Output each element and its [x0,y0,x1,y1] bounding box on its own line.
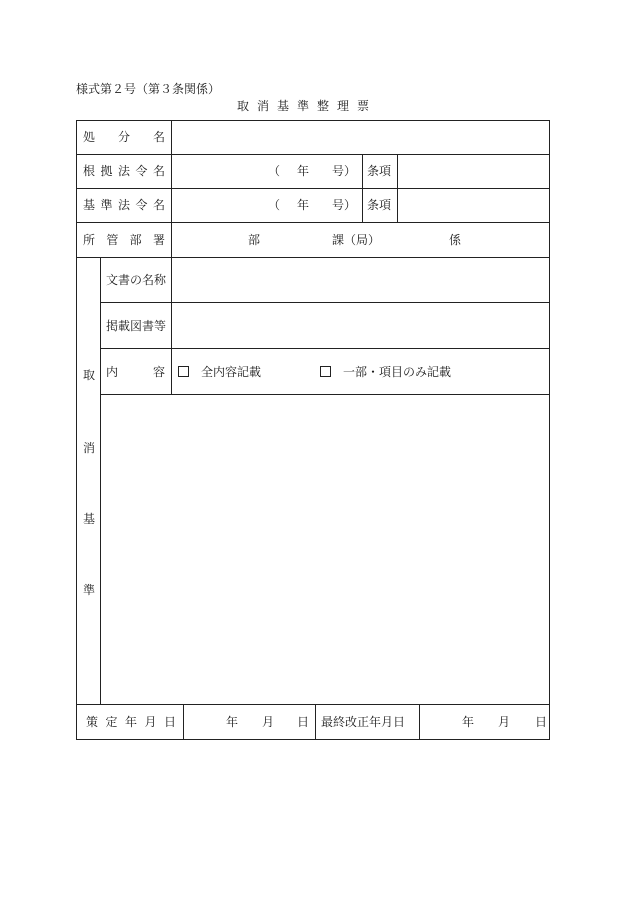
basis-law-year-unit: 年 [297,164,310,178]
criteria-vertical-label-char: 消 [83,441,96,455]
option-partial-content[interactable]: 一部・項目のみ記載 [320,365,451,379]
publication-label: 掲載図書等 [106,319,167,333]
form-number-label: 様式第２号（第３条関係） [76,82,221,96]
established-month-unit: 月 [262,715,275,729]
standard-law-label: 基 準 法 令 名 [83,198,165,212]
full-content-checkbox[interactable] [178,366,189,377]
option-full-content[interactable]: 全内容記載 [178,365,261,379]
criteria-vertical-label-char: 取 [83,368,96,382]
basis-law-label: 根 拠 法 令 名 [83,164,165,178]
basis-law-article-label: 条項 [367,164,392,178]
row-divider [76,222,550,223]
criteria-vertical-label-char: 基 [83,512,96,526]
established-day-unit: 日 [297,715,310,729]
department-kakari-unit: 係 [449,233,462,247]
form-title: 取消基準整理票 [237,99,378,113]
column-divider [362,154,363,222]
standard-law-article-field[interactable] [398,189,549,222]
column-divider [183,704,184,740]
revised-date-label: 最終改正年月日 [321,715,406,729]
criteria-vertical-label-char: 準 [83,583,96,597]
revised-month-unit: 月 [498,715,511,729]
criteria-body-field[interactable] [101,395,549,703]
row-divider [76,704,550,705]
document-name-label: 文書の名称 [106,273,167,287]
basis-law-number-unit: 号） [332,164,357,178]
column-divider [315,704,316,740]
revised-year-unit: 年 [462,715,475,729]
basis-law-paren: （ [268,164,281,178]
column-divider [419,704,420,740]
disposition-name-label: 処 分 名 [83,130,165,144]
established-year-unit: 年 [226,715,239,729]
standard-law-paren: （ [268,198,281,212]
document-name-field[interactable] [172,258,549,302]
department-bu-unit: 部 [248,233,261,247]
standard-law-number-unit: 号） [332,198,357,212]
department-ka-unit: 課（局） [332,233,381,247]
publication-field[interactable] [172,303,549,348]
partial-content-checkbox[interactable] [320,366,331,377]
row-divider [100,348,550,349]
department-label: 所 管 部 署 [83,233,165,247]
established-date-label: 策 定 年 月 日 [86,715,176,729]
basis-law-article-field[interactable] [398,155,549,188]
revised-day-unit: 日 [535,715,548,729]
content-label: 内 容 [106,365,165,379]
standard-law-article-label: 条項 [367,198,392,212]
standard-law-year-unit: 年 [297,198,310,212]
disposition-name-field[interactable] [172,121,549,154]
